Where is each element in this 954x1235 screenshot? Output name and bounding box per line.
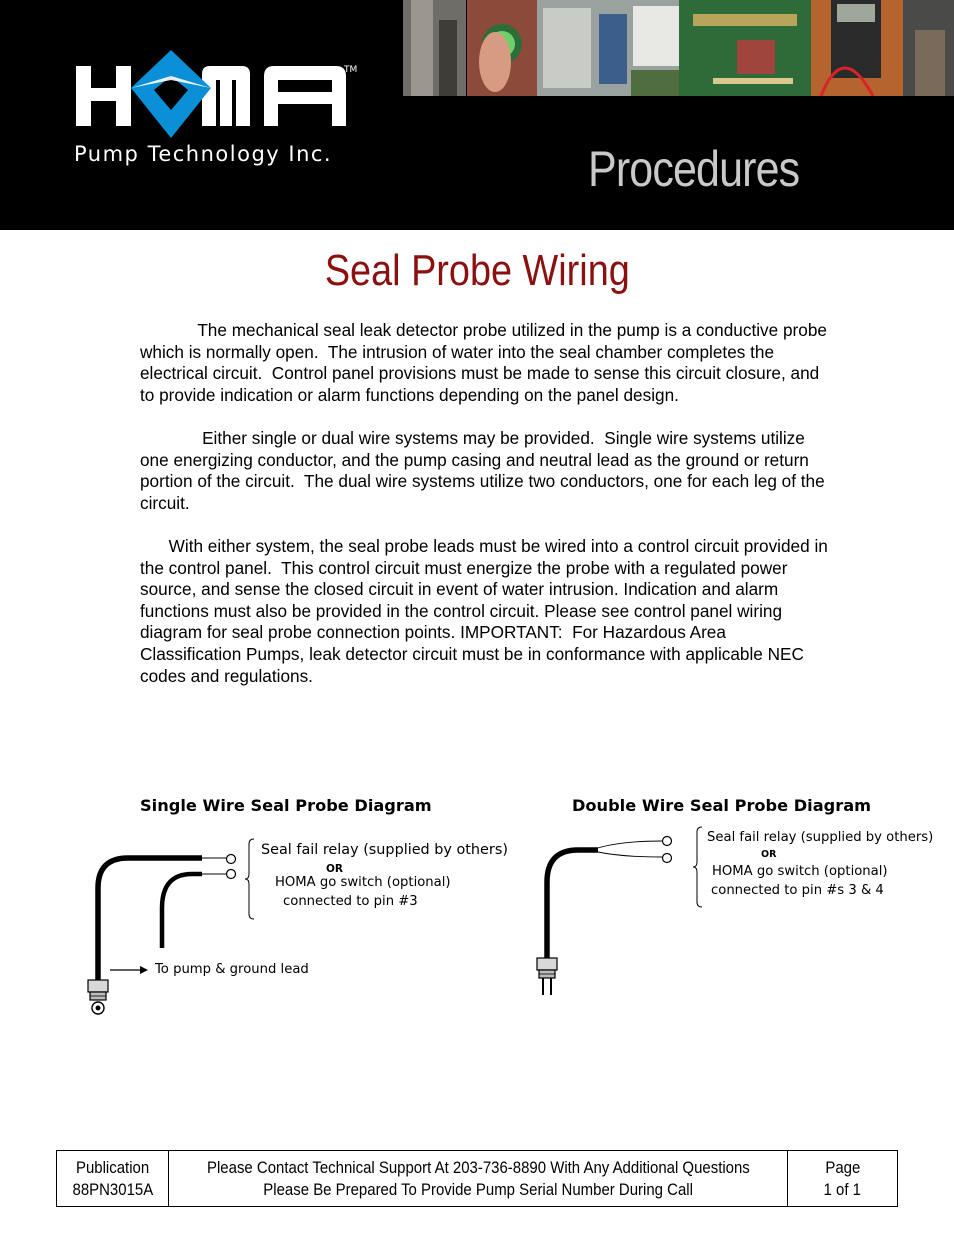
publication-label: Publication [75, 1157, 150, 1177]
section-title: Procedures [588, 141, 800, 197]
double-or-label: OR [761, 849, 777, 860]
company-tagline: Pump Technology Inc. [74, 142, 333, 166]
trademark-symbol: TM [344, 65, 358, 75]
paragraph-3: With either system, the seal probe leads must be wired into a control circuit provided in the control panel. This control circuit must energize the probe with a regulated power source, and sense the closed circuit in event of water intrusion. Indication and alarm functions must also be provided in the control circuit. Please see control panel wiring diagram for seal probe connection points. IMPORTANT: For Hazardous Area Classification Pumps, leak detector circuit must be in conformance with applicable NEC codes and regulations. [140, 535, 833, 686]
page-cell [788, 1151, 897, 1206]
double-relay-terminal-2 [663, 854, 672, 863]
header-photo-strip [403, 0, 954, 96]
footer-table [56, 1150, 898, 1207]
single-wire-brace [244, 838, 256, 920]
document-title-text: Seal Probe Wiring [324, 246, 630, 295]
single-relay-label: Seal fail relay (supplied by others) [261, 842, 508, 858]
relay-terminal-1 [227, 855, 236, 864]
double-wire-brace [692, 826, 704, 908]
paragraph-2: Either single or dual wire systems may be provided. Single wire systems utilize one energizing conductor, and the pump casing and neutral lead as the ground or return portion of the circuit. The dual wire systems utilize two conductors, one for each leg of the circuit. [140, 427, 830, 513]
ground-lead-label: To pump & ground lead [155, 962, 309, 977]
double-switch-label: HOMA go switch (optional) [712, 864, 888, 879]
double-wire-diagram-title: Double Wire Seal Probe Diagram [572, 796, 872, 815]
double-pin-label: connected to pin #s 3 & 4 [711, 883, 884, 898]
publication-number: 88PN3015A [72, 1179, 153, 1199]
single-pin-label: connected to pin #3 [283, 894, 418, 909]
header-banner [0, 0, 954, 230]
double-relay-label: Seal fail relay (supplied by others) [707, 830, 934, 845]
double-relay-terminal-1 [663, 837, 672, 846]
paragraph-1: The mechanical seal leak detector probe utilized in the pump is a conductive probe which is normally open. The intrusion of water into the seal chamber completes the electrical circuit. Control panel provisions must be made to sense this circuit closure, and to provide indication or alarm functions depending on the panel design. [140, 320, 832, 405]
relay-terminal-2 [227, 870, 236, 879]
support-line-2: Please Be Prepared To Provide Pump Serial Number During Call [263, 1179, 693, 1199]
double-wire-diagram [530, 830, 690, 1005]
document-title [0, 246, 954, 296]
body-text [140, 320, 833, 709]
homa-logo [72, 50, 362, 140]
publication-cell [57, 1151, 169, 1206]
single-or-label: OR [326, 863, 344, 875]
support-cell [169, 1151, 788, 1206]
single-wire-diagram [80, 830, 260, 1030]
single-switch-label: HOMA go switch (optional) [275, 875, 451, 890]
page-label: Page [825, 1157, 860, 1177]
page-number: 1 of 1 [823, 1179, 862, 1199]
single-wire-diagram-title: Single Wire Seal Probe Diagram [140, 796, 432, 815]
support-line-1: Please Contact Technical Support At 203-736-8890 With Any Additional Questions [206, 1157, 750, 1177]
